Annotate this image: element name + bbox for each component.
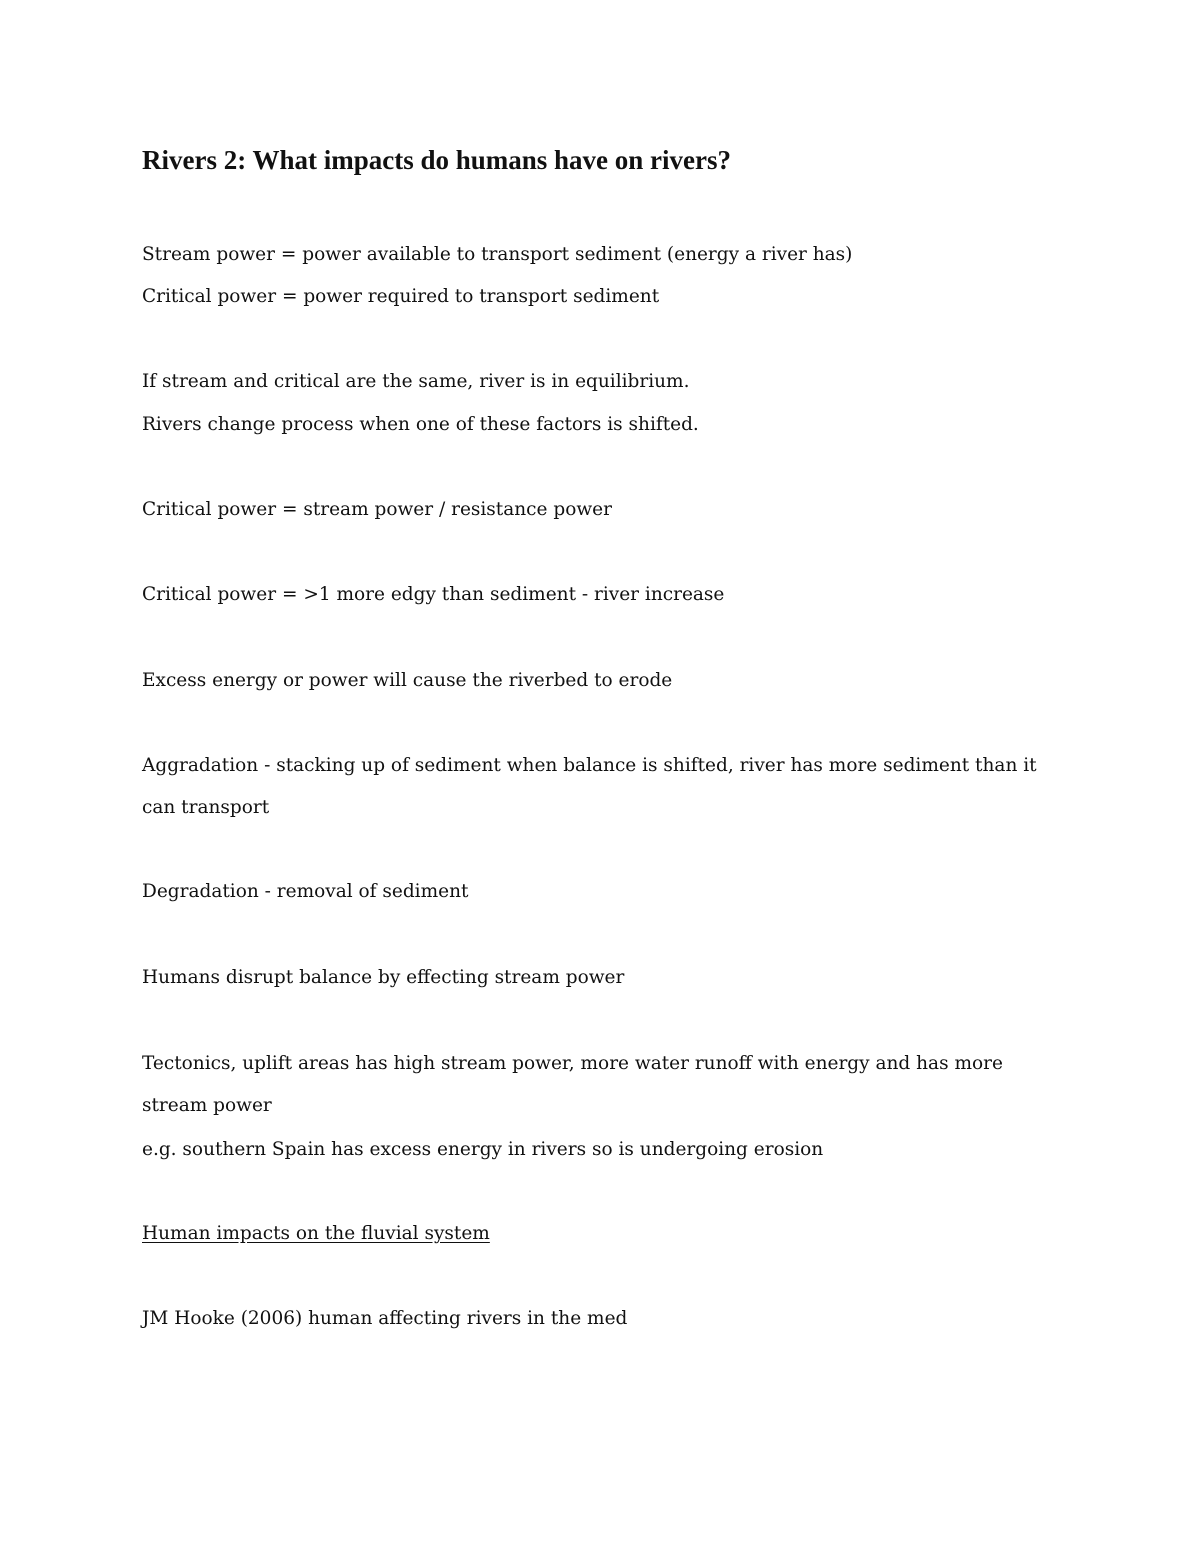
equilibrium-note: If stream and critical are the same, river is in equilibrium. <box>142 371 690 392</box>
degradation-definition: Degradation - removal of sediment <box>142 881 469 902</box>
excess-energy-note: Excess energy or power will cause the riverbed to erode <box>142 670 673 691</box>
tectonics-note: Tectonics, uplift areas has high stream power, more water runoff with energy and has more stream power <box>142 1053 1003 1116</box>
critical-power-definition: Critical power = power required to transport sediment <box>142 286 660 307</box>
hooke-reference: JM Hooke (2006) human affecting rivers in the med <box>142 1308 628 1329</box>
human-disruption-note: Humans disrupt balance by effecting stream power <box>142 967 625 988</box>
stream-power-definition: Stream power = power available to transport sediment (energy a river has) <box>142 244 853 265</box>
page-title: Rivers 2: What impacts do humans have on rivers? <box>142 145 732 175</box>
process-change-note: Rivers change process when one of these factors is shifted. <box>142 414 699 435</box>
aggradation-definition: Aggradation - stacking up of sediment when balance is shifted, river has more sediment than it can transport <box>142 755 1037 818</box>
spain-example: e.g. southern Spain has excess energy in rivers so is undergoing erosion <box>142 1139 824 1160</box>
critical-power-formula: Critical power = stream power / resistance power <box>142 499 612 520</box>
section-subheading: Human impacts on the fluvial system <box>142 1223 490 1244</box>
critical-power-ratio-note: Critical power = >1 more edgy than sediment - river increase <box>142 584 725 605</box>
